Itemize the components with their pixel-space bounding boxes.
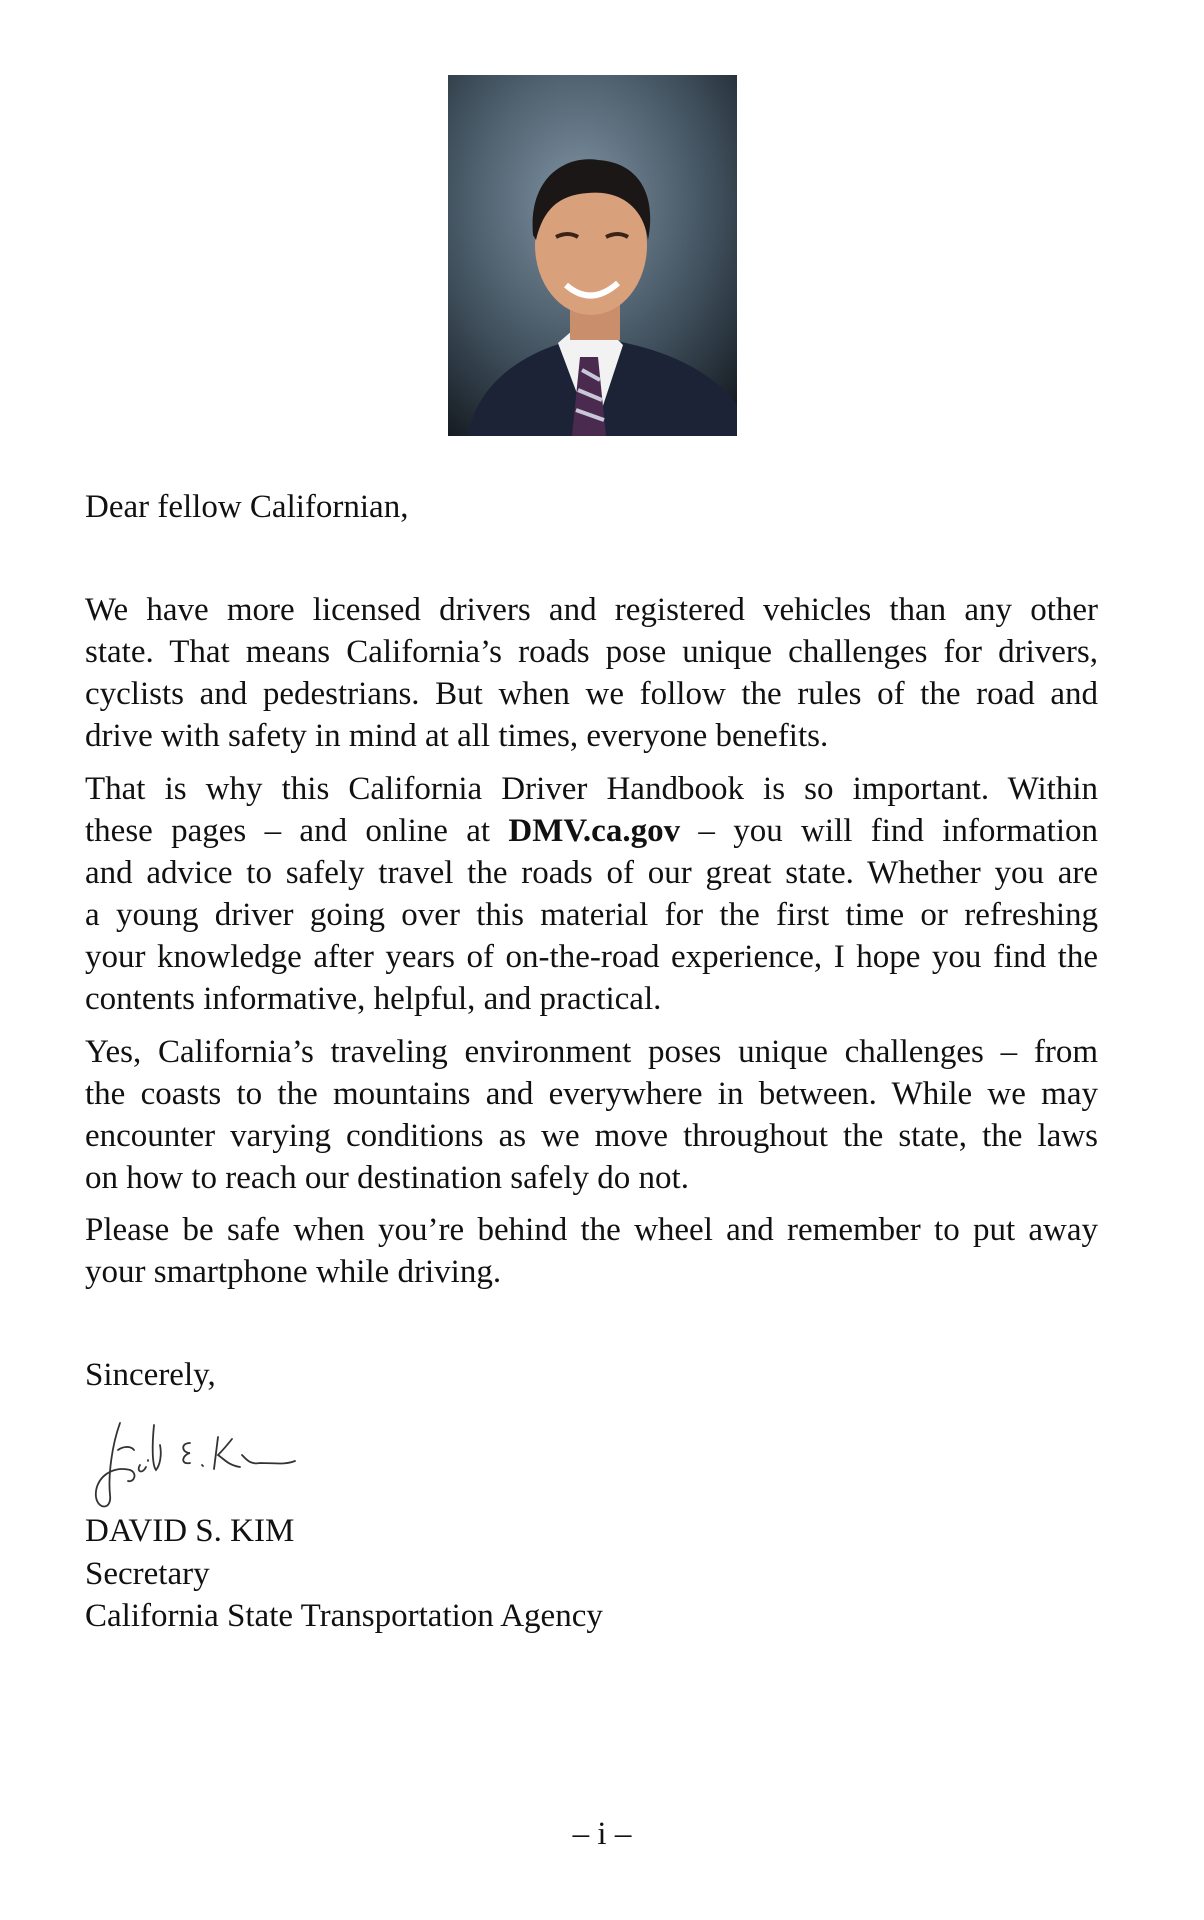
- signer-title: Secretary: [85, 1556, 210, 1592]
- text-line: That is why this California Driver Handbook is so important. Within: [85, 771, 1098, 807]
- portrait-photo: [448, 75, 737, 436]
- text-line: state. That means California’s roads pose unique challenges for drivers,: [85, 634, 1098, 670]
- text-line: on how to reach our destination safely do not.: [85, 1160, 689, 1196]
- page-number: – i –: [572, 1816, 632, 1852]
- text-line: encounter varying conditions as we move throughout the state, the laws: [85, 1118, 1098, 1154]
- dmv-website-link[interactable]: DMV.ca.gov: [508, 813, 681, 849]
- text-line: a young driver going over this material for the first time or refreshing: [85, 897, 1098, 933]
- paragraph-4: [85, 1209, 1098, 1293]
- text-line: the coasts to the mountains and everywhere in between. While we may: [85, 1076, 1098, 1112]
- closing: Sincerely,: [85, 1357, 216, 1393]
- text-line: and advice to safely travel the roads of our great state. Whether you are: [85, 855, 1098, 891]
- salutation: Dear fellow Californian,: [85, 489, 409, 525]
- paragraph-2: [85, 768, 1098, 1020]
- text-line: We have more licensed drivers and registered vehicles than any other: [85, 592, 1098, 628]
- text-line: Please be safe when you’re behind the wheel and remember to put away: [85, 1212, 1098, 1248]
- text-line-with-link: [85, 810, 1098, 852]
- paragraph-3: [85, 1031, 1098, 1199]
- text-line: contents informative, helpful, and practical.: [85, 981, 662, 1017]
- text-line: cyclists and pedestrians. But when we follow the rules of the road and: [85, 676, 1098, 712]
- text-segment: – you will find information: [680, 813, 1098, 849]
- text-segment: these pages – and online at: [85, 813, 509, 849]
- text-line: Yes, California’s traveling environment poses unique challenges – from: [85, 1034, 1098, 1070]
- text-line: your smartphone while driving.: [85, 1254, 502, 1290]
- text-line: drive with safety in mind at all times, everyone benefits.: [85, 718, 829, 754]
- signer-name: DAVID S. KIM: [85, 1513, 295, 1549]
- signature: [90, 1415, 300, 1510]
- paragraph-1: [85, 589, 1098, 757]
- signer-agency: California State Transportation Agency: [85, 1598, 603, 1634]
- text-line: your knowledge after years of on-the-road experience, I hope you find the: [85, 939, 1098, 975]
